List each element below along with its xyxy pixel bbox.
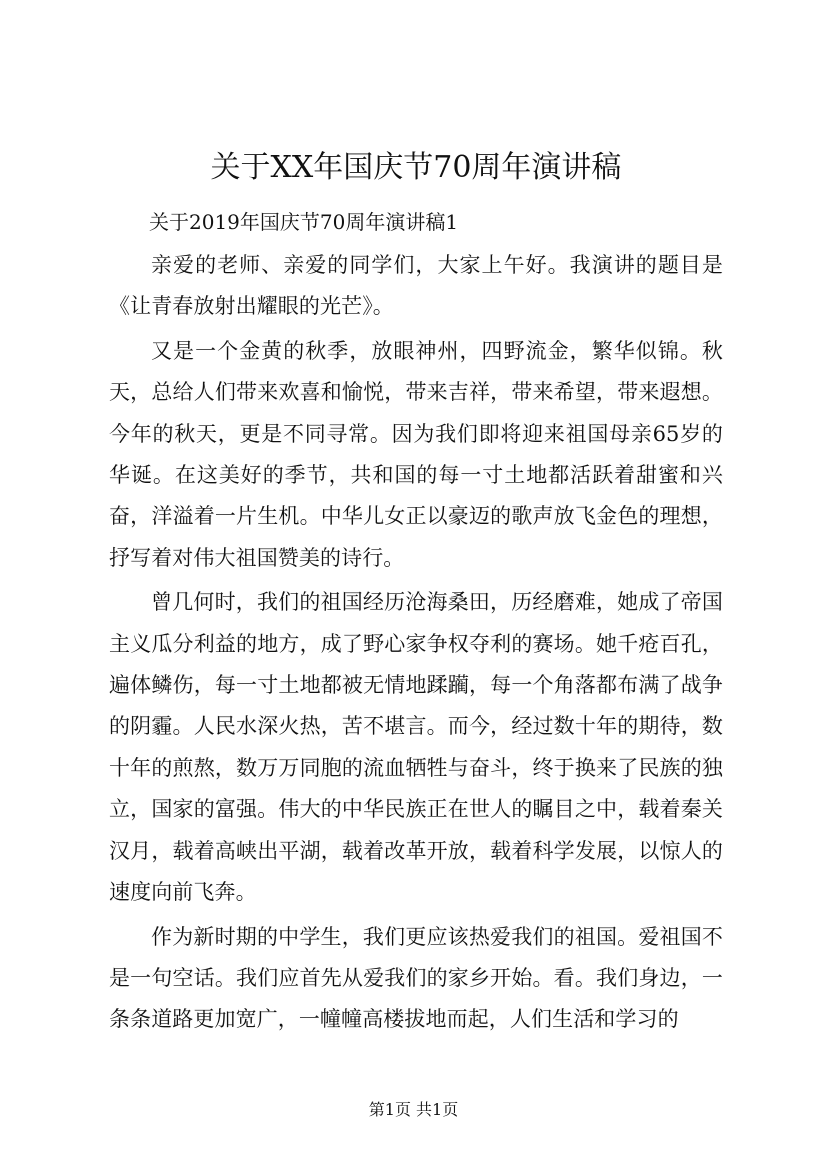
document-title: 关于XX年国庆节70周年演讲稿 bbox=[210, 150, 622, 185]
paragraph-3: 曾几何时，我们的祖国经历沧海桑田，历经磨难，她成了帝国主义瓜分利益的地方，成了野心家争权夺利的赛场。她千疮百孔，遍体鳞伤，每一寸土地都被无情地蹂躏，每一个角落都布满了战争的阴霾。人民水深火热，苦不堪言。而今，经过数十年的期待，数十年的煎熬，数万万同胞的流血牺牲与奋斗，终于换来了民族的独立，国家的富强。伟大的中华民族正在世人的瞩目之中，载着秦关汉月，载着高峡出平湖，载着改革开放，载着科学发展，以惊人的速度向前飞奔。 bbox=[109, 590, 723, 905]
paragraph-2: 又是一个金黄的秋季，放眼神州，四野流金，繁华似锦。秋天，总给人们带来欢喜和愉悦，带来吉祥，带来希望，带来遐想。今年的秋天，更是不同寻常。因为我们即将迎来祖国母亲65岁的华诞。在这美好的季节，共和国的每一寸土地都活跃着甜蜜和兴奋，洋溢着一片生机。中华儿女正以豪迈的歌声放飞金色的理想，抒写着对伟大祖国赞美的诗行。 bbox=[109, 338, 723, 570]
paragraph-4: 作为新时期的中学生，我们更应该热爱我们的祖国。爱祖国不是一句空话。我们应首先从爱我们的家乡开始。看。我们身边，一条条道路更加宽广，一幢幢高楼拔地而起，人们生活和学习的 bbox=[109, 924, 723, 1032]
paragraph-1: 亲爱的老师、亲爱的同学们，大家上午好。我演讲的题目是《让青春放射出耀眼的光芒》。 bbox=[109, 253, 723, 319]
page-footer: 第1页 共1页 bbox=[368, 1100, 459, 1119]
document-body bbox=[109, 144, 723, 1041]
document-subtitle: 关于2019年国庆节70周年演讲稿1 bbox=[149, 210, 459, 234]
